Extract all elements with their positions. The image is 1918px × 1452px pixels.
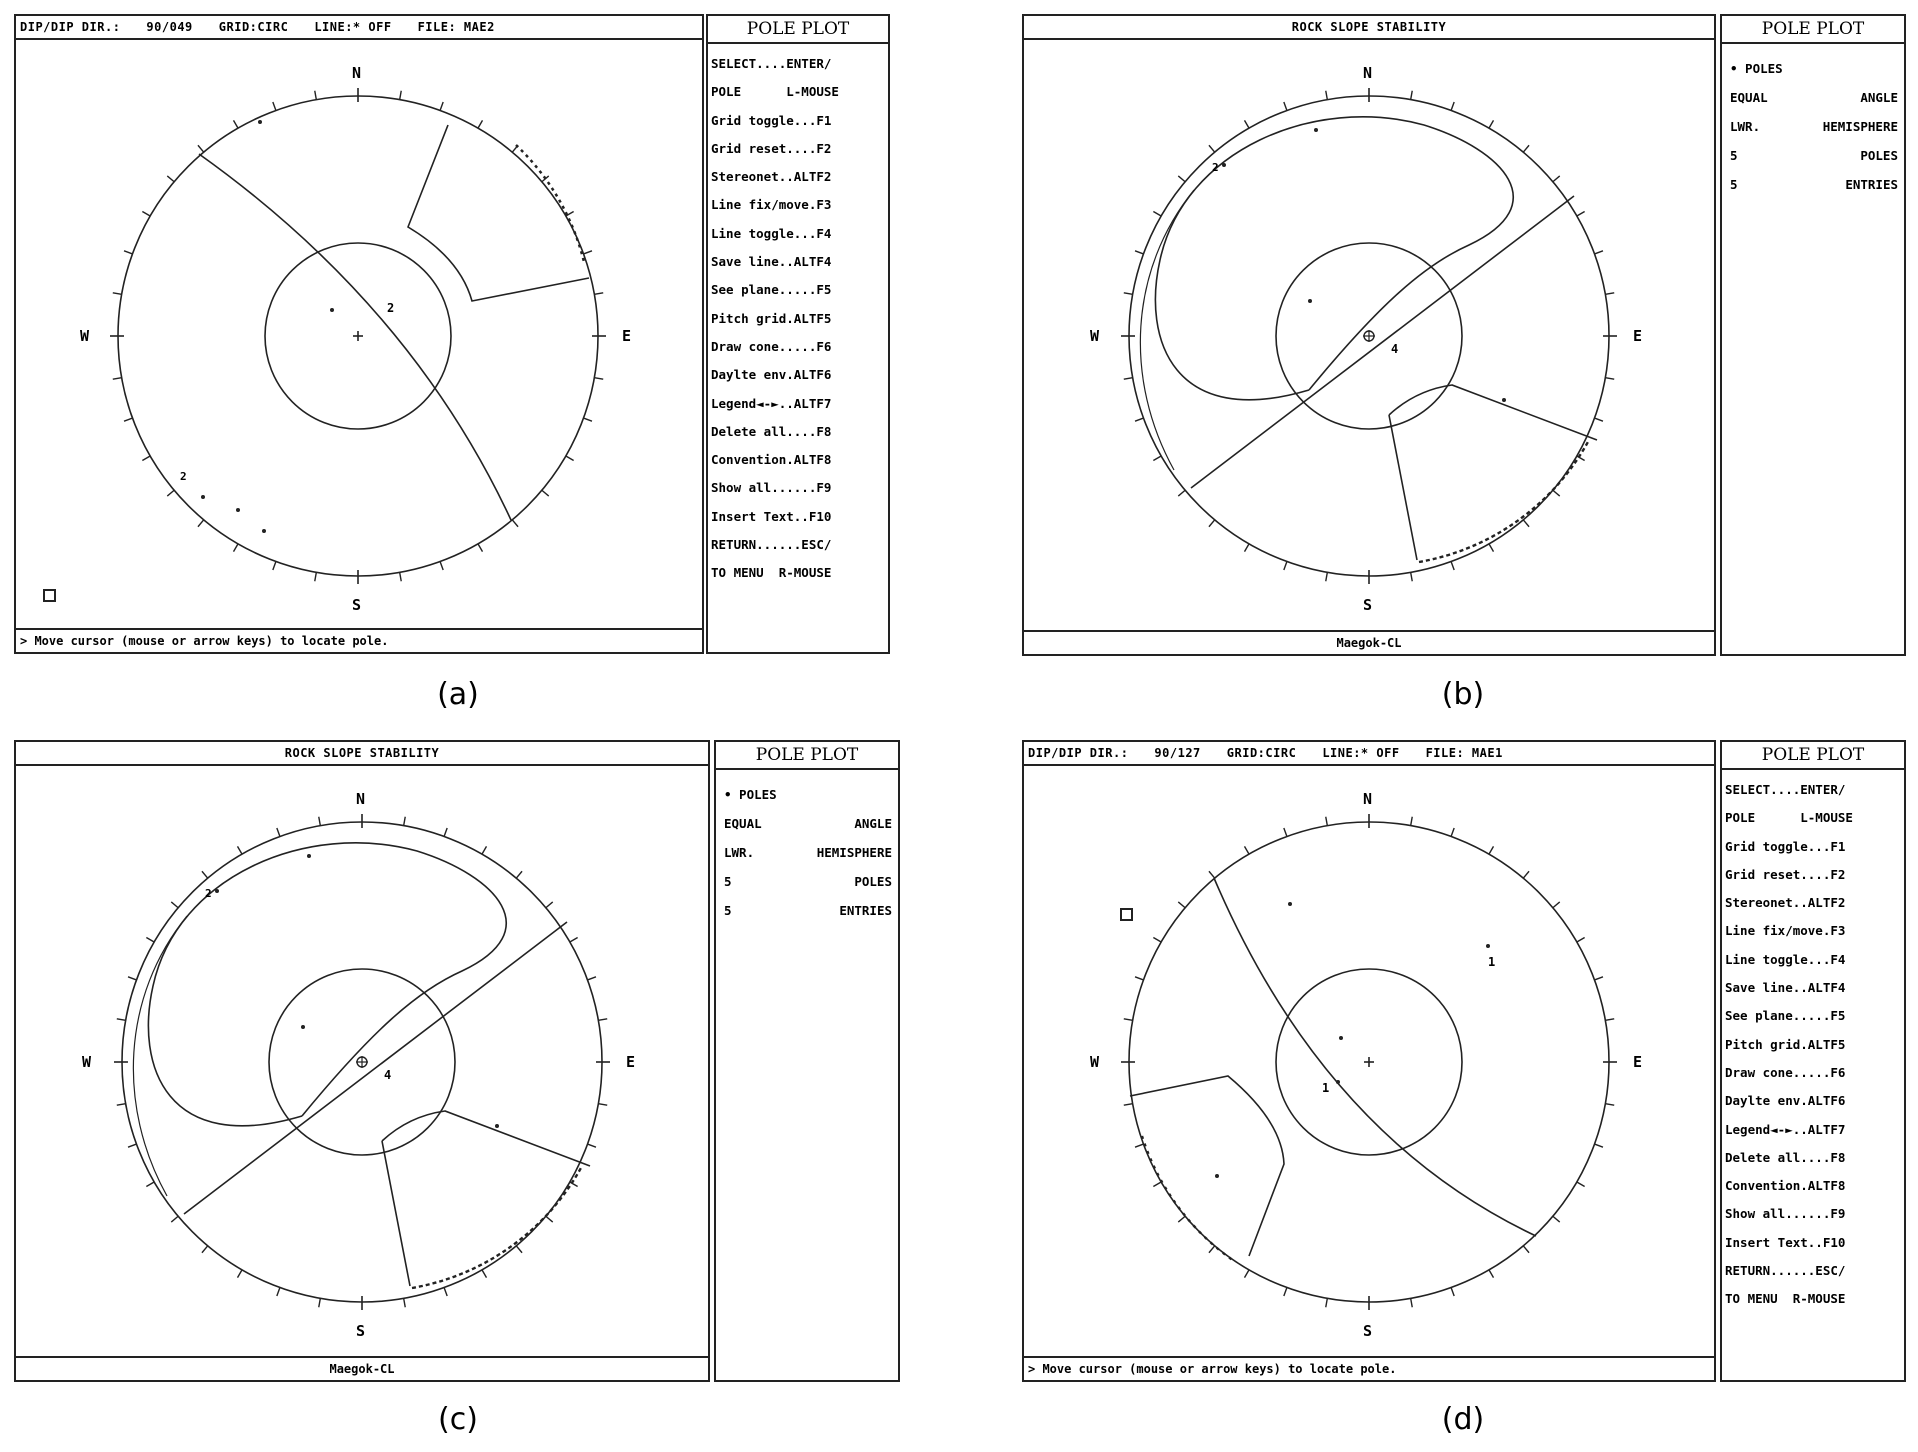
- menu-item-convention[interactable]: Convention.ALTF8: [1725, 1178, 1846, 1194]
- azimuth-tick: [1284, 828, 1287, 836]
- azimuth-tick: [128, 1144, 136, 1147]
- azimuth-tick: [1577, 938, 1585, 943]
- azimuth-tick: [598, 1019, 607, 1021]
- pole-count: 5 POLES: [1730, 148, 1898, 163]
- azimuth-tick: [478, 544, 483, 552]
- azimuth-tick: [482, 1270, 487, 1278]
- azimuth-tick: [598, 1104, 607, 1106]
- azimuth-tick: [1245, 846, 1250, 854]
- azimuth-tick: [1245, 120, 1250, 128]
- azimuth-tick: [546, 1216, 553, 1222]
- pole-point: [201, 495, 205, 499]
- pole-point: [1314, 128, 1318, 132]
- cluster-label: 2: [205, 887, 212, 900]
- menu-item-save-line[interactable]: Save line..ALTF4: [1725, 980, 1846, 996]
- azimuth-tick: [570, 938, 578, 943]
- azimuth-tick: [516, 871, 522, 878]
- east-label: E: [1633, 327, 1643, 345]
- west-label: W: [1090, 327, 1100, 345]
- azimuth-tick: [1523, 1246, 1529, 1253]
- menu-item-legend[interactable]: Legend◄-►..ALTF7: [1725, 1121, 1846, 1137]
- file-name: FILE: MAE1: [1425, 746, 1503, 760]
- panel-caption: (c): [438, 1402, 478, 1437]
- cluster-label: 2: [1212, 161, 1219, 174]
- azimuth-tick: [277, 828, 280, 836]
- azimuth-tick: [542, 490, 549, 496]
- pole-point: [1288, 902, 1292, 906]
- menu-item-line-toggle[interactable]: Line toggle...F4: [711, 225, 832, 241]
- azimuth-tick: [1553, 176, 1560, 182]
- menu-item-grid-toggle[interactable]: Grid toggle...F1: [711, 112, 832, 128]
- sidebar-title: POLE PLOT: [706, 14, 890, 44]
- east-label: E: [1633, 1053, 1643, 1071]
- pole-count-label: 4: [1391, 342, 1399, 356]
- azimuth-tick: [315, 91, 317, 100]
- azimuth-tick: [198, 520, 204, 527]
- pole-point: [1339, 1036, 1343, 1040]
- azimuth-tick: [1595, 1144, 1603, 1147]
- azimuth-tick: [1153, 212, 1161, 217]
- azimuth-tick: [238, 1270, 243, 1278]
- menu-item-pitch-grid[interactable]: Pitch grid.ALTF5: [1725, 1036, 1846, 1052]
- pole-point: [1502, 398, 1506, 402]
- pole-count-label: 4: [384, 1068, 392, 1082]
- azimuth-tick: [171, 902, 178, 908]
- azimuth-tick: [142, 456, 150, 461]
- azimuth-tick: [1595, 977, 1603, 980]
- menu-item-pole[interactable]: POLE L-MOUSE: [1725, 810, 1853, 826]
- azimuth-tick: [146, 1182, 154, 1187]
- menu-item-grid-toggle[interactable]: Grid toggle...F1: [1725, 838, 1846, 854]
- azimuth-tick: [1523, 145, 1529, 152]
- envelope-arc: [1142, 1136, 1234, 1261]
- south-label: S: [1363, 596, 1373, 614]
- north-label: N: [1363, 790, 1373, 808]
- pole-point: [236, 508, 240, 512]
- great-circle: [199, 154, 511, 520]
- sidebar-title: POLE PLOT: [714, 740, 900, 770]
- north-label: N: [356, 790, 366, 808]
- azimuth-tick: [234, 544, 239, 552]
- window-title: ROCK SLOPE STABILITY: [1022, 14, 1716, 40]
- azimuth-tick: [167, 176, 174, 182]
- entry-count: 5 ENTRIES: [724, 903, 892, 918]
- plot-info: [714, 768, 900, 1382]
- azimuth-tick: [1451, 562, 1454, 570]
- project-name: Maegok-CL: [1022, 630, 1716, 656]
- azimuth-tick: [124, 251, 132, 254]
- grid-mode: GRID:CIRC: [1226, 746, 1297, 760]
- pole-point: [495, 1124, 499, 1128]
- menu-item-daylight-env[interactable]: Daylte env.ALTF6: [711, 367, 832, 383]
- south-label: S: [356, 1322, 366, 1340]
- azimuth-tick: [319, 1298, 321, 1307]
- azimuth-tick: [1595, 251, 1603, 254]
- hemisphere-type: LWR. HEMISPHERE: [724, 845, 892, 860]
- panel-caption: (b): [1441, 677, 1485, 712]
- envelope-arc: [412, 1166, 582, 1288]
- azimuth-tick: [478, 120, 483, 128]
- pole-point: [301, 1025, 305, 1029]
- menu-item-delete-all[interactable]: Delete all....F8: [711, 423, 832, 439]
- legend-poles: • POLES: [724, 787, 777, 802]
- azimuth-tick: [584, 418, 592, 421]
- menu-item-grid-reset[interactable]: Grid reset....F2: [1725, 866, 1846, 882]
- azimuth-tick: [1153, 456, 1161, 461]
- azimuth-tick: [584, 251, 592, 254]
- azimuth-tick: [1577, 212, 1585, 217]
- azimuth-tick: [1124, 293, 1133, 295]
- azimuth-tick: [594, 293, 603, 295]
- menu-item-delete-all[interactable]: Delete all....F8: [1725, 1149, 1846, 1165]
- azimuth-tick: [1209, 520, 1215, 527]
- west-label: W: [80, 327, 90, 345]
- azimuth-tick: [142, 212, 150, 217]
- azimuth-tick: [198, 145, 204, 152]
- menu-item-return[interactable]: RETURN......ESC/: [711, 537, 832, 553]
- azimuth-tick: [1326, 91, 1328, 100]
- pole-point: [262, 529, 266, 533]
- menu-item-show-all[interactable]: Show all......F9: [711, 480, 832, 496]
- stereonet-canvas[interactable]: [14, 38, 704, 630]
- azimuth-tick: [1451, 828, 1454, 836]
- azimuth-tick: [1595, 418, 1603, 421]
- function-menu: [706, 42, 890, 654]
- east-label: E: [622, 327, 632, 345]
- pole-point: [1308, 299, 1312, 303]
- projection-type: EQUAL ANGLE: [724, 816, 892, 831]
- azimuth-tick: [588, 977, 596, 980]
- panel-caption: (a): [437, 677, 479, 712]
- menu-item-line-toggle[interactable]: Line toggle...F4: [1725, 951, 1846, 967]
- pole-count-label: 2: [387, 301, 395, 315]
- entry-count: 5 ENTRIES: [1730, 177, 1898, 192]
- azimuth-tick: [1489, 1270, 1494, 1278]
- grid-mode: GRID:CIRC: [218, 20, 289, 34]
- envelope-inner-curve: [133, 916, 187, 1196]
- azimuth-tick: [1605, 1019, 1614, 1021]
- azimuth-tick: [1209, 145, 1215, 152]
- azimuth-tick: [1135, 418, 1143, 421]
- project-name: Maegok-CL: [14, 1356, 710, 1382]
- menu-item-to-menu[interactable]: TO MENU R-MOUSE: [711, 565, 832, 581]
- stereonet-canvas[interactable]: [1022, 38, 1716, 632]
- south-label: S: [352, 596, 362, 614]
- azimuth-tick: [404, 817, 406, 826]
- azimuth-tick: [1135, 977, 1143, 980]
- menu-item-return[interactable]: RETURN......ESC/: [1725, 1263, 1846, 1279]
- azimuth-tick: [1411, 817, 1413, 826]
- cluster-label: 2: [180, 470, 187, 483]
- menu-item-select[interactable]: SELECT....ENTER/: [1725, 782, 1846, 797]
- azimuth-tick: [315, 572, 317, 581]
- pole-point: [330, 308, 334, 312]
- azimuth-tick: [546, 902, 553, 908]
- azimuth-tick: [440, 562, 443, 570]
- sidebar-title: POLE PLOT: [1720, 740, 1906, 770]
- azimuth-tick: [482, 846, 487, 854]
- azimuth-tick: [1178, 490, 1185, 496]
- envelope-arc: [516, 145, 584, 262]
- dip-label: DIP/DIP DIR.:: [1028, 746, 1129, 760]
- azimuth-tick: [202, 871, 208, 878]
- azimuth-tick: [1178, 902, 1185, 908]
- status-header: [1022, 740, 1716, 766]
- azimuth-tick: [124, 418, 132, 421]
- stereonet-canvas[interactable]: [1022, 764, 1716, 1358]
- azimuth-tick: [1523, 520, 1529, 527]
- daylight-envelope: [408, 125, 589, 301]
- menu-item-daylight-env[interactable]: Daylte env.ALTF6: [1725, 1093, 1846, 1109]
- azimuth-tick: [1124, 378, 1133, 380]
- pole-count: 5 POLES: [724, 874, 892, 889]
- azimuth-tick: [1605, 293, 1614, 295]
- azimuth-tick: [1326, 1298, 1328, 1307]
- azimuth-tick: [1124, 1019, 1133, 1021]
- azimuth-tick: [117, 1019, 126, 1021]
- azimuth-tick: [319, 817, 321, 826]
- dip-label: DIP/DIP DIR.:: [20, 20, 121, 34]
- azimuth-tick: [146, 938, 154, 943]
- azimuth-tick: [1284, 562, 1287, 570]
- menu-item-pitch-grid[interactable]: Pitch grid.ALTF5: [711, 310, 832, 326]
- menu-item-legend[interactable]: Legend◄-►..ALTF7: [711, 395, 832, 411]
- azimuth-tick: [1411, 91, 1413, 100]
- line-mode: LINE:* OFF: [314, 20, 392, 34]
- west-label: W: [82, 1053, 92, 1071]
- azimuth-tick: [1553, 490, 1560, 496]
- menu-item-line-fix[interactable]: Line fix/move.F3: [1725, 923, 1846, 939]
- cluster-label: 1: [1488, 955, 1496, 969]
- status-header: [14, 14, 704, 40]
- pole-point: [1336, 1080, 1340, 1084]
- status-prompt: > Move cursor (mouse or arrow keys) to locate pole.: [14, 628, 704, 654]
- azimuth-tick: [1326, 572, 1328, 581]
- azimuth-tick: [1577, 1182, 1585, 1187]
- azimuth-tick: [171, 1216, 178, 1222]
- plot-info: [1720, 42, 1906, 656]
- azimuth-tick: [440, 102, 443, 110]
- azimuth-tick: [1135, 251, 1143, 254]
- cursor-box-icon[interactable]: [1121, 909, 1132, 920]
- dip-value: 90/127: [1154, 746, 1201, 760]
- panel-caption: (d): [1441, 1402, 1485, 1437]
- line-mode: LINE:* OFF: [1322, 746, 1400, 760]
- menu-item-draw-cone[interactable]: Draw cone.....F6: [711, 338, 832, 354]
- azimuth-tick: [1489, 846, 1494, 854]
- azimuth-tick: [400, 572, 402, 581]
- azimuth-tick: [1245, 1270, 1250, 1278]
- azimuth-tick: [167, 490, 174, 496]
- pole-point: [258, 120, 262, 124]
- azimuth-tick: [113, 378, 122, 380]
- great-circle: [1214, 878, 1536, 1236]
- azimuth-tick: [1605, 1104, 1614, 1106]
- azimuth-tick: [1605, 378, 1614, 380]
- menu-item-select[interactable]: SELECT....ENTER/: [711, 56, 832, 71]
- azimuth-tick: [1451, 102, 1454, 110]
- hemisphere-type: LWR. HEMISPHERE: [1730, 119, 1898, 134]
- pole-point: [1486, 944, 1490, 948]
- azimuth-tick: [1284, 102, 1287, 110]
- menu-item-show-all[interactable]: Show all......F9: [1725, 1206, 1846, 1222]
- great-circle: [184, 922, 567, 1214]
- azimuth-tick: [1411, 1298, 1413, 1307]
- azimuth-tick: [1326, 817, 1328, 826]
- azimuth-tick: [512, 520, 518, 527]
- azimuth-tick: [1153, 938, 1161, 943]
- menu-item-convention[interactable]: Convention.ALTF8: [711, 452, 832, 468]
- azimuth-tick: [234, 120, 239, 128]
- pole-point: [1215, 1174, 1219, 1178]
- cursor-box-icon[interactable]: [44, 590, 55, 601]
- north-label: N: [1363, 64, 1373, 82]
- sidebar-title: POLE PLOT: [1720, 14, 1906, 44]
- azimuth-tick: [273, 562, 276, 570]
- azimuth-tick: [1178, 176, 1185, 182]
- azimuth-tick: [1523, 871, 1529, 878]
- azimuth-tick: [113, 293, 122, 295]
- azimuth-tick: [117, 1104, 126, 1106]
- azimuth-tick: [404, 1298, 406, 1307]
- azimuth-tick: [1451, 1288, 1454, 1296]
- azimuth-tick: [594, 378, 603, 380]
- menu-item-see-plane[interactable]: See plane.....F5: [711, 282, 832, 298]
- legend-poles: • POLES: [1730, 61, 1783, 76]
- east-label: E: [626, 1053, 636, 1071]
- stereonet-canvas[interactable]: [14, 764, 710, 1358]
- menu-item-insert-text[interactable]: Insert Text..F10: [711, 508, 832, 524]
- west-label: W: [1090, 1053, 1100, 1071]
- window-title: ROCK SLOPE STABILITY: [14, 740, 710, 766]
- azimuth-tick: [1489, 544, 1494, 552]
- azimuth-tick: [1553, 902, 1560, 908]
- menu-item-grid-reset[interactable]: Grid reset....F2: [711, 140, 832, 156]
- azimuth-tick: [1209, 1246, 1215, 1253]
- azimuth-tick: [1153, 1182, 1161, 1187]
- pole-point: [307, 854, 311, 858]
- menu-item-insert-text[interactable]: Insert Text..F10: [1725, 1234, 1846, 1250]
- menu-item-stereonet[interactable]: Stereonet..ALTF2: [711, 169, 832, 185]
- menu-item-draw-cone[interactable]: Draw cone.....F6: [1725, 1064, 1846, 1080]
- azimuth-tick: [1284, 1288, 1287, 1296]
- envelope-inner-curve: [1140, 190, 1194, 470]
- azimuth-tick: [273, 102, 276, 110]
- menu-item-save-line[interactable]: Save line..ALTF4: [711, 254, 832, 270]
- pole-count-label: 1: [1322, 1081, 1330, 1095]
- azimuth-tick: [238, 846, 243, 854]
- great-circle: [1191, 196, 1574, 488]
- north-label: N: [352, 64, 362, 82]
- azimuth-tick: [1411, 572, 1413, 581]
- pole-point: [215, 889, 219, 893]
- azimuth-tick: [566, 456, 574, 461]
- dip-value: 90/049: [146, 20, 193, 34]
- projection-type: EQUAL ANGLE: [1730, 90, 1898, 105]
- azimuth-tick: [1245, 544, 1250, 552]
- menu-item-pole[interactable]: POLE L-MOUSE: [711, 84, 839, 100]
- status-prompt: > Move cursor (mouse or arrow keys) to locate pole.: [1022, 1356, 1716, 1382]
- menu-item-see-plane[interactable]: See plane.....F5: [1725, 1008, 1846, 1024]
- azimuth-tick: [444, 828, 447, 836]
- azimuth-tick: [1489, 120, 1494, 128]
- envelope-arc: [1419, 440, 1589, 562]
- menu-item-to-menu[interactable]: TO MENU R-MOUSE: [1725, 1291, 1846, 1307]
- azimuth-tick: [277, 1288, 280, 1296]
- azimuth-tick: [400, 91, 402, 100]
- azimuth-tick: [516, 1246, 522, 1253]
- azimuth-tick: [1135, 1144, 1143, 1147]
- file-name: FILE: MAE2: [417, 20, 495, 34]
- azimuth-tick: [1209, 871, 1215, 878]
- azimuth-tick: [444, 1288, 447, 1296]
- azimuth-tick: [1553, 1216, 1560, 1222]
- azimuth-tick: [1124, 1104, 1133, 1106]
- function-menu: [1720, 768, 1906, 1382]
- pole-point: [1222, 163, 1226, 167]
- azimuth-tick: [128, 977, 136, 980]
- azimuth-tick: [202, 1246, 208, 1253]
- azimuth-tick: [1178, 1216, 1185, 1222]
- menu-item-stereonet[interactable]: Stereonet..ALTF2: [1725, 895, 1846, 911]
- south-label: S: [1363, 1322, 1373, 1340]
- azimuth-tick: [588, 1144, 596, 1147]
- menu-item-line-fix[interactable]: Line fix/move.F3: [711, 197, 832, 213]
